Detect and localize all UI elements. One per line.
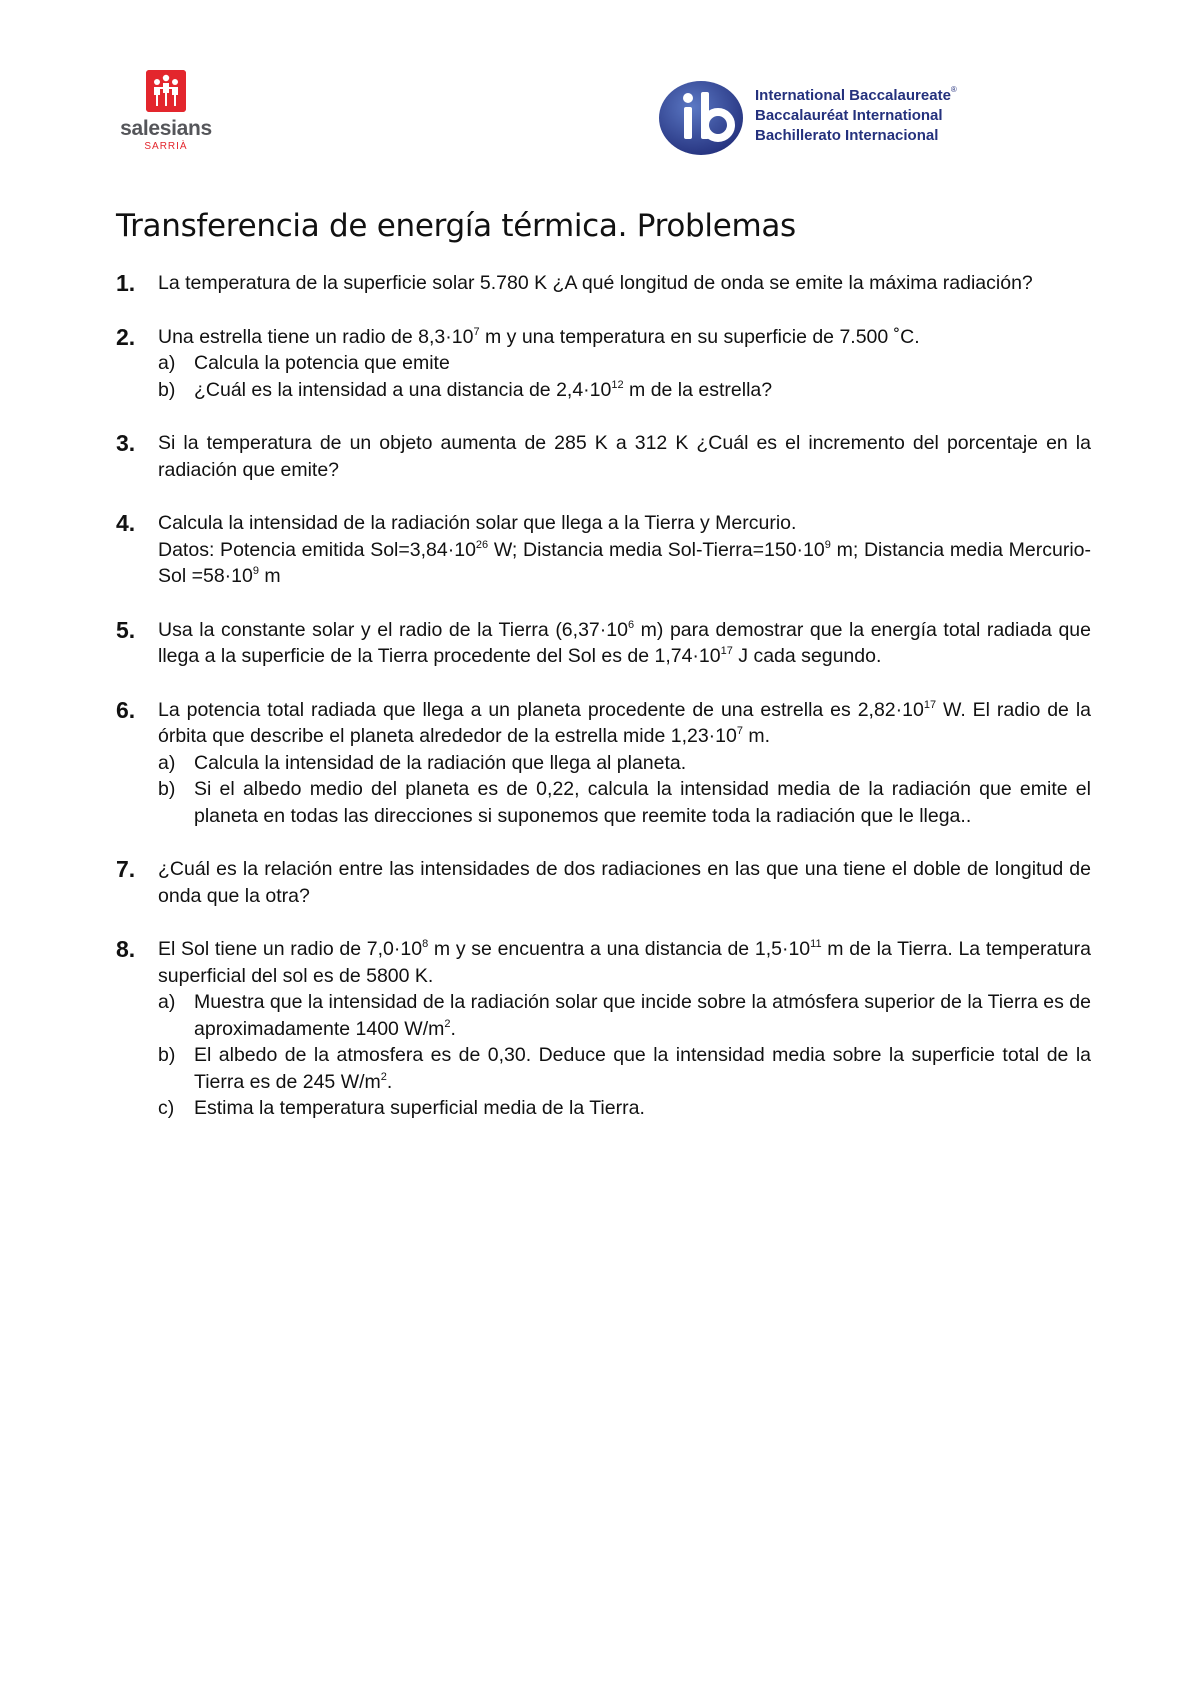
problem-text: ¿Cuál es la relación entre las intensidades de dos radiaciones en las que una tiene el doble de longitud de onda que la otra? bbox=[158, 858, 1091, 907]
page-title: Transferencia de energía térmica. Problemas bbox=[116, 208, 796, 244]
sub-question-text: El albedo de la atmosfera es de 0,30. Deduce que la intensidad media sobre la superficie total de la Tierra es de 245 $W/m^2$. bbox=[194, 1044, 1091, 1093]
problem-number: 8. bbox=[116, 936, 136, 962]
document-body bbox=[116, 208, 1091, 1149]
salesians-sub: SARRIÀ bbox=[144, 141, 188, 152]
sub-question-label: c) bbox=[158, 1097, 175, 1119]
problem-number: 3. bbox=[116, 430, 136, 456]
problem-text: La temperatura de la superficie solar 5.780 K ¿A qué longitud de onda se emite la máxima radiación? bbox=[158, 272, 1033, 294]
problem-number: 4. bbox=[116, 510, 136, 536]
sub-question-text: Muestra que la intensidad de la radiación solar que incide sobre la atmósfera superior de la Tierra es de aproximadamente 1400 $W/m^2$. bbox=[194, 991, 1091, 1040]
salesians-emblem-icon bbox=[146, 70, 186, 112]
salesians-logo bbox=[116, 66, 216, 153]
salesians-name: salesians bbox=[120, 117, 212, 140]
problem-text: Una estrella tiene un radio de $8,3\cdot 10^7$ m y una temperatura en su superficie de 7.500 ˚C. bbox=[158, 325, 920, 348]
sub-question-text: Si el albedo medio del planeta es de 0,22, calcula la intensidad media de la radiación que emite el planeta en todas las direcciones si suponemos que reemite toda la radiación que le llega.. bbox=[194, 778, 1091, 827]
sub-question-label: b) bbox=[158, 378, 176, 401]
problem-6 bbox=[116, 697, 1091, 830]
problem-8 bbox=[116, 936, 1091, 1122]
problem-list bbox=[116, 270, 1091, 1122]
problem-3 bbox=[116, 430, 1091, 483]
sub-question bbox=[158, 1042, 1091, 1095]
sub-question-label: b) bbox=[158, 1044, 176, 1066]
sub-question-text: Calcula la intensidad de la radiación que llega al planeta. bbox=[194, 751, 687, 774]
sub-question-text: Estima la temperatura superficial media de la Tierra. bbox=[194, 1097, 645, 1119]
sub-question bbox=[158, 989, 1091, 1042]
sub-question-text: ¿Cuál es la intensidad a una distancia de $2,4\cdot 10^{12}$ m de la estrella? bbox=[194, 378, 773, 401]
problem-1 bbox=[116, 270, 1091, 297]
problem-number: 7. bbox=[116, 856, 136, 882]
sub-question-label: a) bbox=[158, 352, 176, 374]
problem-data: Datos: Potencia emitida $Sol=3,84\cdot 10^{26}$ W; Distancia media Sol-$Tierra=150\cdot 10^9$ m; Distancia media Mercurio-Sol $=58\cdot 10^9$ m bbox=[158, 538, 1091, 587]
problem-number: 2. bbox=[116, 323, 136, 350]
sub-question-label: a) bbox=[158, 751, 176, 774]
problem-text: Calcula la intensidad de la radiación solar que llega a la Tierra y Mercurio. bbox=[158, 512, 797, 534]
ib-line-fr: Baccalauréat International bbox=[755, 107, 943, 124]
sub-question-label: a) bbox=[158, 991, 176, 1013]
problem-4 bbox=[116, 510, 1091, 590]
problem-number: 5. bbox=[116, 616, 136, 643]
ib-globe-icon bbox=[658, 80, 744, 156]
sub-question bbox=[158, 750, 1091, 777]
ib-line-en: International Baccalaureate bbox=[755, 87, 951, 104]
ib-line-es: Bachillerato Internacional bbox=[755, 127, 939, 144]
problem-number: 6. bbox=[116, 696, 136, 723]
sub-question bbox=[158, 377, 1091, 404]
ib-logo bbox=[658, 80, 988, 160]
sub-question bbox=[158, 1095, 1091, 1122]
sub-question bbox=[158, 350, 1091, 377]
problem-text: Si la temperatura de un objeto aumenta de 285 K a 312 K ¿Cuál es el incremento del porcentaje en la radiación que emite? bbox=[158, 432, 1091, 481]
problem-7 bbox=[116, 856, 1091, 909]
problem-text: La potencia total radiada que llega a un planeta procedente de una estrella es $2,82\cdot 10^{17}$ W. El radio de la órbita que describe el planeta alrededor de la estrella mide $1,23\cdot 10^7$ m. bbox=[158, 698, 1092, 747]
problem-5 bbox=[116, 617, 1091, 670]
problem-2 bbox=[116, 324, 1091, 404]
problem-text: El Sol tiene un radio de $7,0\cdot 10^8$ m y se encuentra a una distancia de $1,5\cdot 10^{11}$ m de la Tierra. La temperatura superficial del sol es de 5800 K. bbox=[158, 938, 1091, 987]
page-header bbox=[0, 66, 1200, 166]
ib-text bbox=[755, 86, 957, 146]
sub-question-label: b) bbox=[158, 778, 176, 800]
ib-registered: ® bbox=[950, 85, 957, 94]
sub-question-text: Calcula la potencia que emite bbox=[194, 352, 450, 374]
problem-number: 1. bbox=[116, 270, 136, 296]
sub-question bbox=[158, 776, 1091, 829]
problem-text: Usa la constante solar y el radio de la Tierra ($6,37\cdot 10^6$ m) para demostrar que la energía total radiada que llega a la superficie de la Tierra procedente del Sol es de $1,74\cdot 10^{17}$ J cada segundo. bbox=[158, 618, 1091, 667]
